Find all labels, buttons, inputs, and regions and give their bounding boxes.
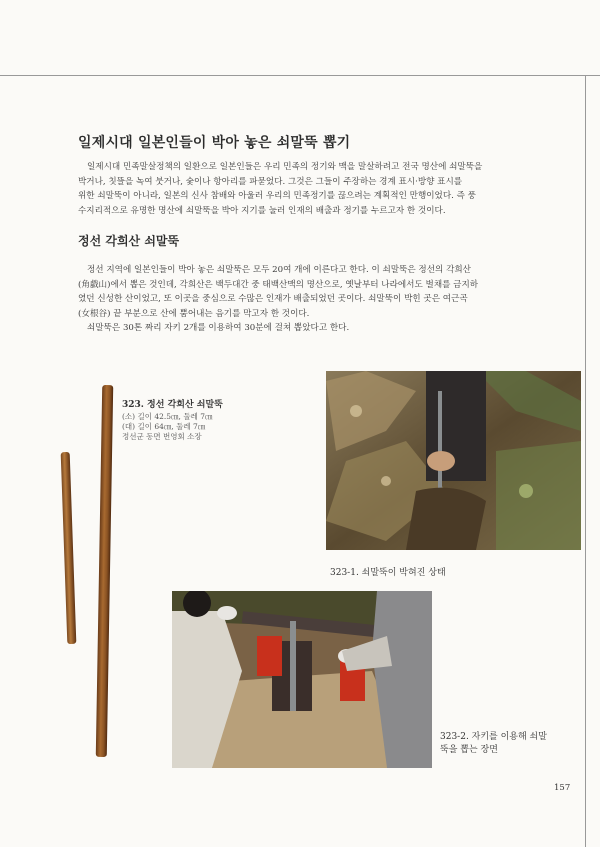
small-iron-stake-image <box>61 452 77 644</box>
figure-323-2-caption-line: 323-2. 자키를 이용해 쇠말 <box>440 732 547 742</box>
figure-323-1-caption: 323-1. 쇠말뚝이 박혀진 상태 <box>330 568 446 578</box>
figure-323-small-dims: (소) 길이 42.5㎝, 둘레 7㎝ <box>122 412 213 421</box>
intro-line: 박거나, 칫뜰을 녹여 붓거나, 숯이나 항아리를 파묻었다. 그것은 그들이 주장하는 경계 표시·방향 표시를 <box>78 176 463 187</box>
top-rule <box>0 75 600 76</box>
figure-323-2-caption <box>440 731 547 757</box>
body-paragraph <box>78 263 514 336</box>
body-line: 정선 지역에 일본인들이 박아 놓은 쇠말뚝은 모두 20여 개에 이른다고 한다. 이 쇠말뚝은 정선의 각희산 <box>87 265 471 275</box>
figure-323-2-caption-line: 뚝을 뽑는 장면 <box>440 745 498 755</box>
jack-pulling-stake-photo <box>172 591 432 768</box>
body-line: 였던 신성한 산이었고, 또 이곳을 중심으로 수많은 인재가 배출되었던 곳이다. 쇠말뚝이 박힌 곳은 여근곡 <box>78 294 468 304</box>
figure-323-owner: 정선군 동면 번영회 소장 <box>122 432 202 441</box>
large-iron-stake-image <box>96 385 113 757</box>
page-title: 일제시대 일본인들이 박아 놓은 쇠말뚝 뽑기 <box>78 135 351 151</box>
stake-in-ground-photo <box>326 371 581 550</box>
figure-323-title: 323. 정선 각희산 쇠말뚝 <box>122 400 223 410</box>
intro-line: 수지리적으로 유명한 명산에 쇠말뚝을 박아 지기를 눌러 인재의 배출과 정기를 누르고자 한 것이다. <box>78 205 446 216</box>
intro-paragraph <box>78 160 514 218</box>
body-line: (角戱山)에서 뽑은 것인데, 각희산은 백두대간 중 태백산맥의 명산으로, 옛날부터 나라에서도 벌채를 금지하 <box>78 279 479 290</box>
right-rule <box>585 75 586 847</box>
intro-line: 일제시대 민족말살정책의 일환으로 일본인들은 우리 민족의 정기와 맥을 말살하려고 전국 명산에 쇠말뚝을 <box>87 162 483 172</box>
figure-323-caption <box>122 397 223 442</box>
section-heading: 정선 각희산 쇠말뚝 <box>78 234 180 248</box>
body-line: 쇠말뚝은 30톤 짜리 자키 2개를 이용하여 30분에 걸쳐 뽑았다고 한다. <box>87 323 350 333</box>
body-line: (女根谷) 끝 부분으로 산에 뿜어내는 음기를 막고자 한 것이다. <box>78 308 310 319</box>
intro-line: 위한 쇠말뚝이 아니라, 일본의 신사 참배와 아울러 우리의 민족정기를 끊으려는 계획적인 만행이었다. 즉 풍 <box>78 191 476 201</box>
figure-323-large-dims: (대) 길이 64㎝, 둘레 7㎝ <box>122 422 206 431</box>
page-number: 157 <box>554 783 571 793</box>
